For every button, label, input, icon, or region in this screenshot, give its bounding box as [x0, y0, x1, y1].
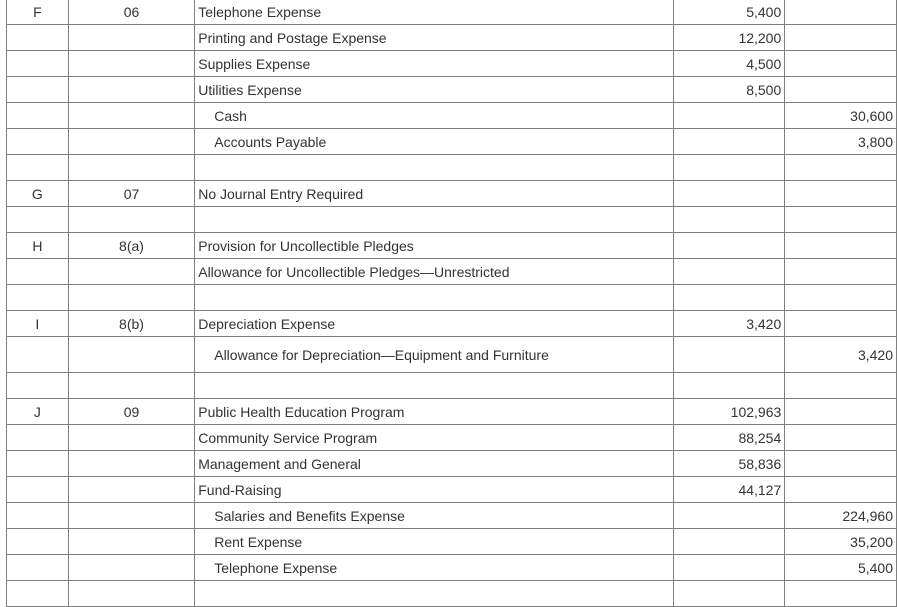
entry-number-cell: 8(b)	[68, 311, 194, 337]
credit-cell	[785, 425, 897, 451]
debit-cell	[673, 233, 785, 259]
entry-number-cell	[68, 51, 194, 77]
entry-number-cell	[68, 285, 194, 311]
debit-cell: 8,500	[673, 77, 785, 103]
credit-cell	[785, 285, 897, 311]
debit-cell	[673, 103, 785, 129]
entry-number-cell	[68, 503, 194, 529]
entry-number-cell	[68, 555, 194, 581]
account-name-cell: Public Health Education Program	[195, 399, 673, 425]
entry-number-cell	[68, 373, 194, 399]
credit-cell	[785, 25, 897, 51]
transaction-letter-cell: H	[7, 233, 69, 259]
journal-row	[7, 0, 897, 25]
journal-row	[7, 233, 897, 259]
transaction-letter-cell	[7, 77, 69, 103]
debit-cell: 12,200	[673, 25, 785, 51]
journal-row	[7, 25, 897, 51]
credit-cell	[785, 0, 897, 25]
credit-cell	[785, 259, 897, 285]
entry-number-cell	[68, 477, 194, 503]
account-name-cell: Management and General	[195, 451, 673, 477]
entry-number-cell	[68, 25, 194, 51]
entry-number-cell: 8(a)	[68, 233, 194, 259]
journal-row	[7, 529, 897, 555]
transaction-letter-cell	[7, 155, 69, 181]
account-name-cell	[195, 581, 673, 607]
transaction-letter-cell	[7, 285, 69, 311]
journal-row	[7, 285, 897, 311]
journal-row	[7, 77, 897, 103]
credit-cell	[785, 207, 897, 233]
transaction-letter-cell	[7, 207, 69, 233]
transaction-letter-cell	[7, 425, 69, 451]
account-name-cell: Provision for Uncollectible Pledges	[195, 233, 673, 259]
entry-number-cell: 07	[68, 181, 194, 207]
credit-cell	[785, 181, 897, 207]
transaction-letter-cell	[7, 451, 69, 477]
credit-cell: 224,960	[785, 503, 897, 529]
account-name-cell: Cash	[195, 103, 673, 129]
transaction-letter-cell	[7, 103, 69, 129]
journal-row	[7, 503, 897, 529]
journal-row	[7, 259, 897, 285]
credit-cell: 3,420	[785, 337, 897, 373]
entry-number-cell	[68, 425, 194, 451]
transaction-letter-cell	[7, 337, 69, 373]
account-name-cell	[195, 207, 673, 233]
transaction-letter-cell	[7, 529, 69, 555]
transaction-letter-cell	[7, 51, 69, 77]
debit-cell: 58,836	[673, 451, 785, 477]
journal-entries-table	[6, 0, 897, 607]
account-name-cell: Rent Expense	[195, 529, 673, 555]
transaction-letter-cell: F	[7, 0, 69, 25]
transaction-letter-cell	[7, 129, 69, 155]
debit-cell	[673, 259, 785, 285]
transaction-letter-cell	[7, 259, 69, 285]
credit-cell	[785, 77, 897, 103]
credit-cell: 3,800	[785, 129, 897, 155]
account-name-cell: Allowance for Depreciation—Equipment and Furniture	[195, 337, 673, 373]
account-name-cell	[195, 285, 673, 311]
transaction-letter-cell	[7, 581, 69, 607]
debit-cell	[673, 207, 785, 233]
entry-number-cell	[68, 103, 194, 129]
journal-row	[7, 207, 897, 233]
entry-number-cell	[68, 77, 194, 103]
credit-cell: 5,400	[785, 555, 897, 581]
debit-cell	[673, 373, 785, 399]
account-name-cell	[195, 155, 673, 181]
debit-cell: 102,963	[673, 399, 785, 425]
entry-number-cell	[68, 337, 194, 373]
debit-cell: 88,254	[673, 425, 785, 451]
transaction-letter-cell	[7, 503, 69, 529]
credit-cell	[785, 155, 897, 181]
account-name-cell: Community Service Program	[195, 425, 673, 451]
journal-row	[7, 103, 897, 129]
journal-row	[7, 581, 897, 607]
credit-cell	[785, 311, 897, 337]
entry-number-cell: 06	[68, 0, 194, 25]
credit-cell	[785, 581, 897, 607]
journal-row	[7, 399, 897, 425]
account-name-cell: Fund-Raising	[195, 477, 673, 503]
journal-row	[7, 373, 897, 399]
credit-cell	[785, 233, 897, 259]
account-name-cell: Salaries and Benefits Expense	[195, 503, 673, 529]
debit-cell: 44,127	[673, 477, 785, 503]
entry-number-cell	[68, 581, 194, 607]
transaction-letter-cell	[7, 373, 69, 399]
debit-cell: 4,500	[673, 51, 785, 77]
transaction-letter-cell	[7, 477, 69, 503]
journal-row	[7, 337, 897, 373]
debit-cell: 5,400	[673, 0, 785, 25]
transaction-letter-cell: I	[7, 311, 69, 337]
account-name-cell: Telephone Expense	[195, 555, 673, 581]
credit-cell: 30,600	[785, 103, 897, 129]
account-name-cell: Supplies Expense	[195, 51, 673, 77]
debit-cell: 3,420	[673, 311, 785, 337]
credit-cell	[785, 477, 897, 503]
account-name-cell: Accounts Payable	[195, 129, 673, 155]
journal-row	[7, 425, 897, 451]
debit-cell	[673, 503, 785, 529]
entry-number-cell: 09	[68, 399, 194, 425]
journal-row	[7, 129, 897, 155]
account-name-cell	[195, 373, 673, 399]
credit-cell	[785, 399, 897, 425]
journal-row	[7, 451, 897, 477]
credit-cell	[785, 51, 897, 77]
debit-cell	[673, 555, 785, 581]
journal-row	[7, 555, 897, 581]
account-name-cell: Depreciation Expense	[195, 311, 673, 337]
credit-cell	[785, 451, 897, 477]
entry-number-cell	[68, 155, 194, 181]
transaction-letter-cell	[7, 25, 69, 51]
account-name-cell: Telephone Expense	[195, 0, 673, 25]
debit-cell	[673, 529, 785, 555]
journal-row	[7, 51, 897, 77]
account-name-cell: No Journal Entry Required	[195, 181, 673, 207]
debit-cell	[673, 337, 785, 373]
journal-row	[7, 311, 897, 337]
credit-cell	[785, 373, 897, 399]
account-name-cell: Utilities Expense	[195, 77, 673, 103]
transaction-letter-cell: G	[7, 181, 69, 207]
entry-number-cell	[68, 259, 194, 285]
transaction-letter-cell: J	[7, 399, 69, 425]
debit-cell	[673, 181, 785, 207]
account-name-cell: Allowance for Uncollectible Pledges—Unrestricted	[195, 259, 673, 285]
entry-number-cell	[68, 451, 194, 477]
debit-cell	[673, 285, 785, 311]
journal-row	[7, 155, 897, 181]
entry-number-cell	[68, 129, 194, 155]
transaction-letter-cell	[7, 555, 69, 581]
entry-number-cell	[68, 529, 194, 555]
debit-cell	[673, 581, 785, 607]
journal-row	[7, 181, 897, 207]
debit-cell	[673, 155, 785, 181]
account-name-cell: Printing and Postage Expense	[195, 25, 673, 51]
debit-cell	[673, 129, 785, 155]
entry-number-cell	[68, 207, 194, 233]
journal-row	[7, 477, 897, 503]
credit-cell: 35,200	[785, 529, 897, 555]
